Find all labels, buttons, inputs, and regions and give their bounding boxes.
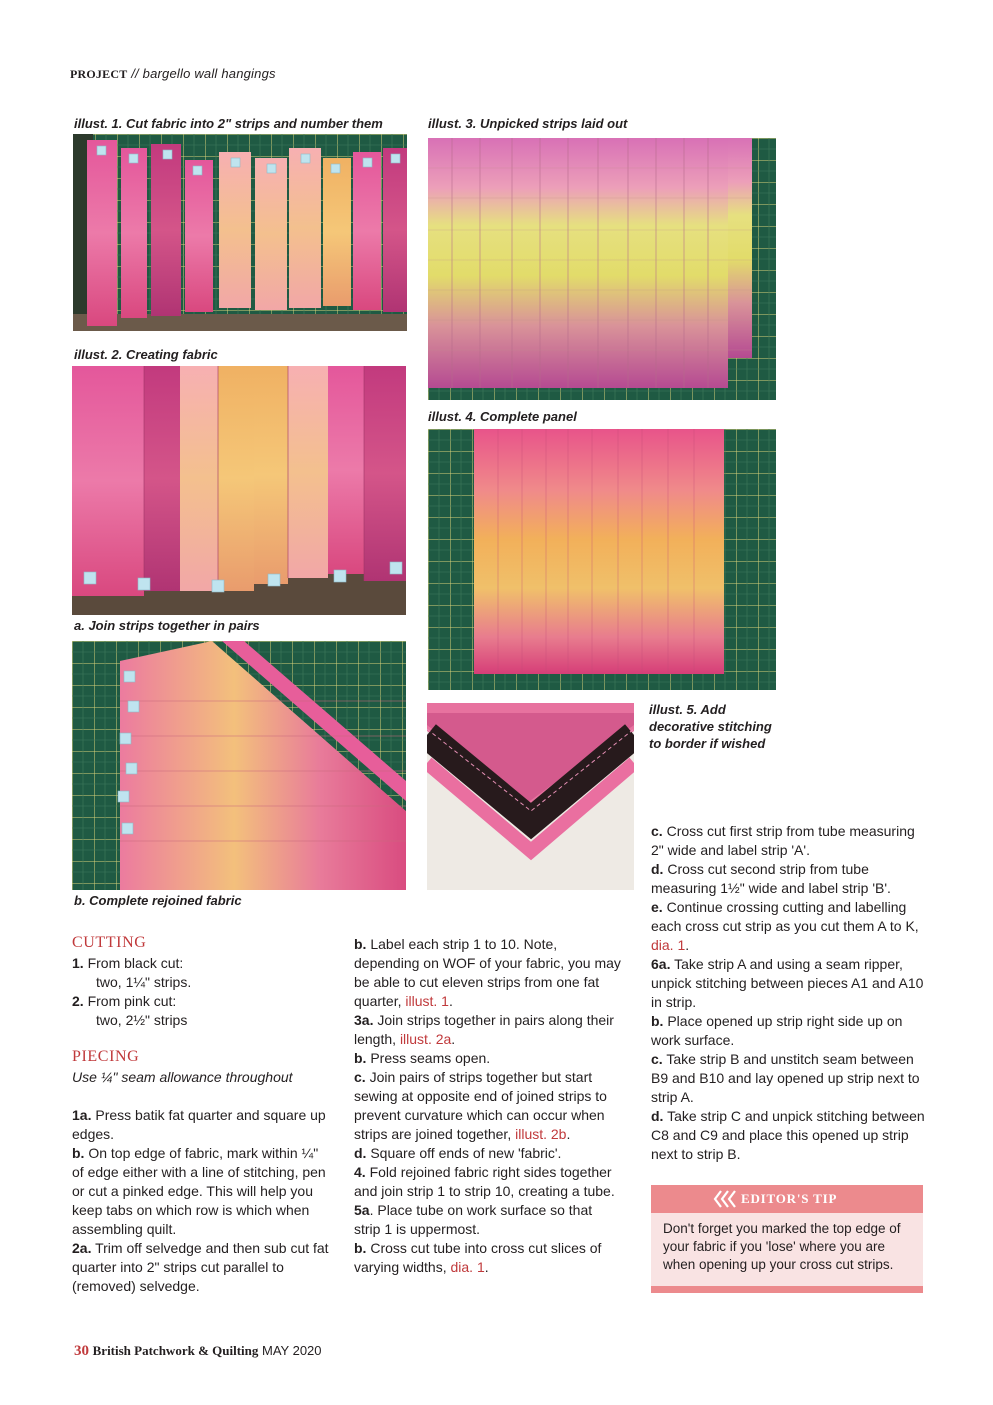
step-end: . bbox=[484, 1259, 489, 1275]
step bbox=[354, 1239, 622, 1277]
step-lead: e. bbox=[651, 899, 663, 915]
step-end: . bbox=[448, 993, 453, 1009]
piecing-heading: PIECING bbox=[72, 1048, 140, 1065]
step-text: Place opened up strip right side up on work surface. bbox=[651, 1013, 903, 1048]
step bbox=[354, 1201, 622, 1239]
cutting-item-text: From black cut: bbox=[87, 955, 184, 971]
step-text: Take strip B and unstitch seam between B9 and B10 and lay opened up strip next to strip A. bbox=[651, 1051, 920, 1105]
step-lead: 3a. bbox=[354, 1012, 374, 1028]
step-text: Continue crossing cutting and labelling each cross cut strip as you cut them A to K, bbox=[651, 899, 919, 934]
illust-reference: illust. 2a bbox=[399, 1031, 452, 1047]
piecing-column-2 bbox=[354, 935, 622, 1277]
step-text: . Place tube on work surface so that strip 1 is uppermost. bbox=[354, 1202, 593, 1237]
header-project: PROJECT bbox=[70, 67, 128, 81]
step-lead: 1a. bbox=[72, 1107, 92, 1123]
step-text: Join strips together in pairs along their length, bbox=[354, 1012, 614, 1047]
cutting-item-num: 1. bbox=[72, 955, 84, 971]
step-lead: d. bbox=[651, 1108, 664, 1124]
magazine-name: British Patchwork & Quilting bbox=[92, 1343, 259, 1358]
piecing-subtitle: Use ¼" seam allowance throughout bbox=[72, 1069, 293, 1085]
step-end: . bbox=[451, 1031, 456, 1047]
caption-illust-5-line-2: decorative stitching bbox=[649, 719, 772, 734]
page-number: 30 bbox=[74, 1343, 89, 1359]
step-end: . bbox=[685, 937, 690, 953]
step bbox=[651, 1107, 925, 1164]
step bbox=[354, 1144, 622, 1163]
step-text: Cross cut tube into cross cut slices of varying widths, bbox=[354, 1240, 602, 1275]
step-lead: c. bbox=[354, 1069, 366, 1085]
page-footer bbox=[74, 1343, 322, 1360]
step-text: Cross cut second strip from tube measuring 1½" wide and label strip 'B'. bbox=[651, 861, 891, 896]
step-lead: b. bbox=[354, 936, 367, 952]
cutting-heading: CUTTING bbox=[72, 934, 147, 951]
tip-text: Don't forget you marked the top edge of your fabric if you 'lose' where you are when opening up your cross cut strips. bbox=[663, 1221, 901, 1272]
caption-illust-2: illust. 2. Creating fabric bbox=[74, 347, 218, 362]
caption-illust-5-line-3: to border if wished bbox=[649, 736, 766, 751]
step bbox=[354, 1163, 622, 1201]
cutting-list bbox=[72, 954, 332, 1030]
editors-tip-box bbox=[651, 1185, 923, 1293]
step bbox=[354, 1011, 622, 1049]
photo-a bbox=[72, 641, 406, 890]
caption-a: a. Join strips together in pairs bbox=[74, 618, 260, 633]
step-text: Label each strip 1 to 10. Note, depending on WOF of your fabric, you may be able to cut eleven strips from one fat quarter, bbox=[354, 936, 621, 1009]
step bbox=[72, 1239, 332, 1296]
cutting-item-num: 2. bbox=[72, 993, 84, 1009]
step bbox=[651, 1050, 925, 1107]
step bbox=[651, 860, 925, 898]
step bbox=[72, 1106, 332, 1144]
step bbox=[651, 822, 925, 860]
step bbox=[354, 935, 622, 1011]
caption-illust-4: illust. 4. Complete panel bbox=[428, 409, 577, 424]
step-text: Square off ends of new 'fabric'. bbox=[366, 1145, 562, 1161]
piecing-column-3 bbox=[651, 822, 925, 1164]
step bbox=[651, 898, 925, 955]
caption-illust-1: illust. 1. Cut fabric into 2" strips and number them bbox=[74, 116, 383, 131]
caption-b: b. Complete rejoined fabric bbox=[74, 893, 242, 908]
illust-reference: dia. 1 bbox=[651, 937, 686, 953]
caption-illust-5-line-1: illust. 5. Add bbox=[649, 702, 726, 717]
illust-reference: dia. 1 bbox=[450, 1259, 485, 1275]
caption-illust-3: illust. 3. Unpicked strips laid out bbox=[428, 116, 628, 131]
step bbox=[651, 955, 925, 1012]
step-lead: 4. bbox=[354, 1164, 366, 1180]
step-lead: 5a bbox=[354, 1202, 370, 1218]
step bbox=[354, 1049, 622, 1068]
step-text: Press batik fat quarter and square up edges. bbox=[72, 1107, 326, 1142]
photo-illust-1 bbox=[73, 134, 407, 331]
step-end: . bbox=[566, 1126, 571, 1142]
step-lead: d. bbox=[354, 1145, 367, 1161]
step-text: Take strip C and unpick stitching between C8 and C9 and place this opened up strip next to strip B. bbox=[651, 1108, 925, 1162]
step bbox=[354, 1068, 622, 1144]
step-lead: 2a. bbox=[72, 1240, 92, 1256]
step-text: Fold rejoined fabric right sides together and join strip 1 to strip 10, creating a tube. bbox=[354, 1164, 615, 1199]
caption-illust-5 bbox=[649, 701, 809, 752]
step-text: On top edge of fabric, mark within ¼" of edge either with a line of stitching, pen or cut a pinked edge. This will help you keep tabs on which row is which when assembling quilt. bbox=[72, 1145, 326, 1237]
illust-reference: illust. 2b bbox=[515, 1126, 567, 1142]
illust-reference: illust. 1 bbox=[405, 993, 449, 1009]
step-lead: 6a. bbox=[651, 956, 671, 972]
step-text: Trim off selvedge and then sub cut fat quarter into 2" strips cut parallel to (removed) selvedge. bbox=[72, 1240, 329, 1294]
header-separator: // bbox=[131, 66, 139, 81]
tip-title: EDITOR'S TIP bbox=[741, 1191, 838, 1206]
piecing-column-1 bbox=[72, 1106, 332, 1296]
step-lead: b. bbox=[354, 1240, 367, 1256]
cutting-item bbox=[72, 992, 332, 1011]
step-lead: b. bbox=[651, 1013, 664, 1029]
step bbox=[72, 1144, 332, 1239]
step-lead: b. bbox=[72, 1145, 85, 1161]
cutting-item-detail: two, 2½" strips bbox=[96, 1012, 188, 1028]
header-topic: bargello wall hangings bbox=[142, 66, 276, 81]
photo-illust-5 bbox=[427, 703, 634, 890]
photo-illust-4 bbox=[428, 429, 776, 690]
step-lead: d. bbox=[651, 861, 664, 877]
step-text: Press seams open. bbox=[366, 1050, 491, 1066]
cutting-item-detail: two, 1¼" strips. bbox=[96, 974, 192, 990]
step-lead: c. bbox=[651, 823, 663, 839]
issue-date: MAY 2020 bbox=[262, 1343, 322, 1358]
step-lead: b. bbox=[354, 1050, 367, 1066]
cutting-item bbox=[72, 954, 332, 973]
cutting-item-text: From pink cut: bbox=[87, 993, 177, 1009]
step-text: Take strip A and using a seam ripper, unpick stitching between pieces A1 and A10 in strip. bbox=[651, 956, 924, 1010]
step-lead: c. bbox=[651, 1051, 663, 1067]
step-text: Join pairs of strips together but start sewing at opposite end of joined strips to prevent curvature which can occur when strips are joined together, bbox=[354, 1069, 607, 1142]
step bbox=[651, 1012, 925, 1050]
photo-illust-3 bbox=[428, 138, 776, 400]
running-header bbox=[70, 66, 276, 82]
photo-illust-2 bbox=[72, 366, 406, 615]
tip-bottom-bar bbox=[651, 1286, 923, 1293]
chevron-left-icon bbox=[713, 1189, 739, 1209]
step-text: Cross cut first strip from tube measuring 2" wide and label strip 'A'. bbox=[651, 823, 915, 858]
